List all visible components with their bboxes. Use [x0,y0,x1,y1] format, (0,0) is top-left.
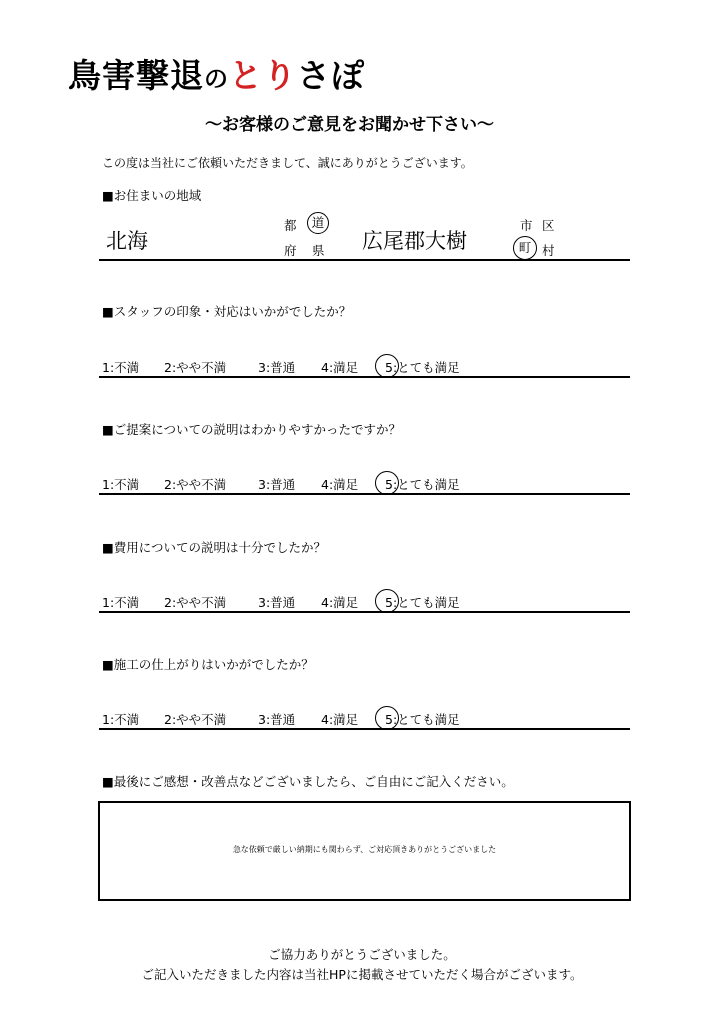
pref-unit-to: 都 [284,218,297,233]
scale-option-3: 3:普通 [258,712,296,727]
region-label: ■お住まいの地域 [102,188,202,203]
scale-option-5: 5:とても満足 [385,595,460,610]
pref-unit-fu: 府 [284,243,297,258]
prefecture-value: 北海 [106,229,148,253]
scale-option-2: 2:やや不満 [164,360,227,375]
scale-option-1: 1:不満 [102,595,140,610]
scale-option-3: 3:普通 [258,477,296,492]
footer-notice: ご記入いただきました内容は当社HPに掲載させていただく場合がございます。 [141,967,583,982]
question-1-underline [99,376,630,378]
title-brand: さぽ [297,56,365,95]
scale-option-1: 1:不満 [102,477,140,492]
subtitle: ～お客様のご意見をお聞かせ下さい～ [205,115,494,135]
question-3-label: ■費用についての説明は十分でしたか？ [102,540,327,555]
title-particle: の [204,65,229,93]
city-value: 広尾郡大樹 [362,229,467,253]
title-main: 鳥害撃退 [68,56,204,95]
scale-option-5: 5:とても満足 [385,477,460,492]
title-brand-red: とり [229,56,297,95]
document-title [68,50,365,97]
pref-unit-ken: 県 [312,243,325,258]
scale-option-5: 5:とても満足 [385,360,460,375]
selection-circle [375,354,399,378]
selection-circle [375,471,399,495]
city-unit-ku: 区 [542,218,555,233]
question-4-underline [99,728,630,730]
scale-option-3: 3:普通 [258,595,296,610]
comment-box [98,801,631,901]
question-2-label: ■ご提案についての説明はわかりやすかったですか？ [102,422,402,437]
scale-option-4: 4:満足 [321,360,359,375]
scale-option-3: 3:普通 [258,360,296,375]
selection-circle [375,706,399,730]
scale-option-4: 4:満足 [321,477,359,492]
scale-option-1: 1:不満 [102,712,140,727]
question-4-label: ■施工の仕上がりはいかがでしたか？ [102,657,314,672]
footer-thanks: ご協力ありがとうございました。 [268,947,456,962]
city-unit-machi-selected: 町 [513,236,537,260]
comment-text: 急な依頼で厳しい納期にも関わらず、ご対応頂きありがとうございました [232,845,497,854]
selection-circle [375,589,399,613]
intro-text: この度は当社にご依頼いただきまして、誠にありがとうございます。 [102,156,473,170]
scale-option-5: 5:とても満足 [385,712,460,727]
scale-option-4: 4:満足 [321,595,359,610]
region-underline [99,259,630,261]
scale-option-4: 4:満足 [321,712,359,727]
comment-label: ■最後にご感想・改善点などございましたら、ご自由にご記入ください。 [102,774,514,789]
scale-option-1: 1:不満 [102,360,140,375]
question-1-label: ■スタッフの印象・対応はいかがでしたか？ [102,304,352,319]
pref-unit-do-selected: 道 [307,212,329,234]
question-3-underline [99,611,630,613]
scale-option-2: 2:やや不満 [164,712,227,727]
city-unit-shi: 市 [520,218,533,233]
question-2-underline [99,493,630,495]
city-unit-mura: 村 [542,243,555,258]
scale-option-2: 2:やや不満 [164,595,227,610]
scale-option-2: 2:やや不満 [164,477,227,492]
